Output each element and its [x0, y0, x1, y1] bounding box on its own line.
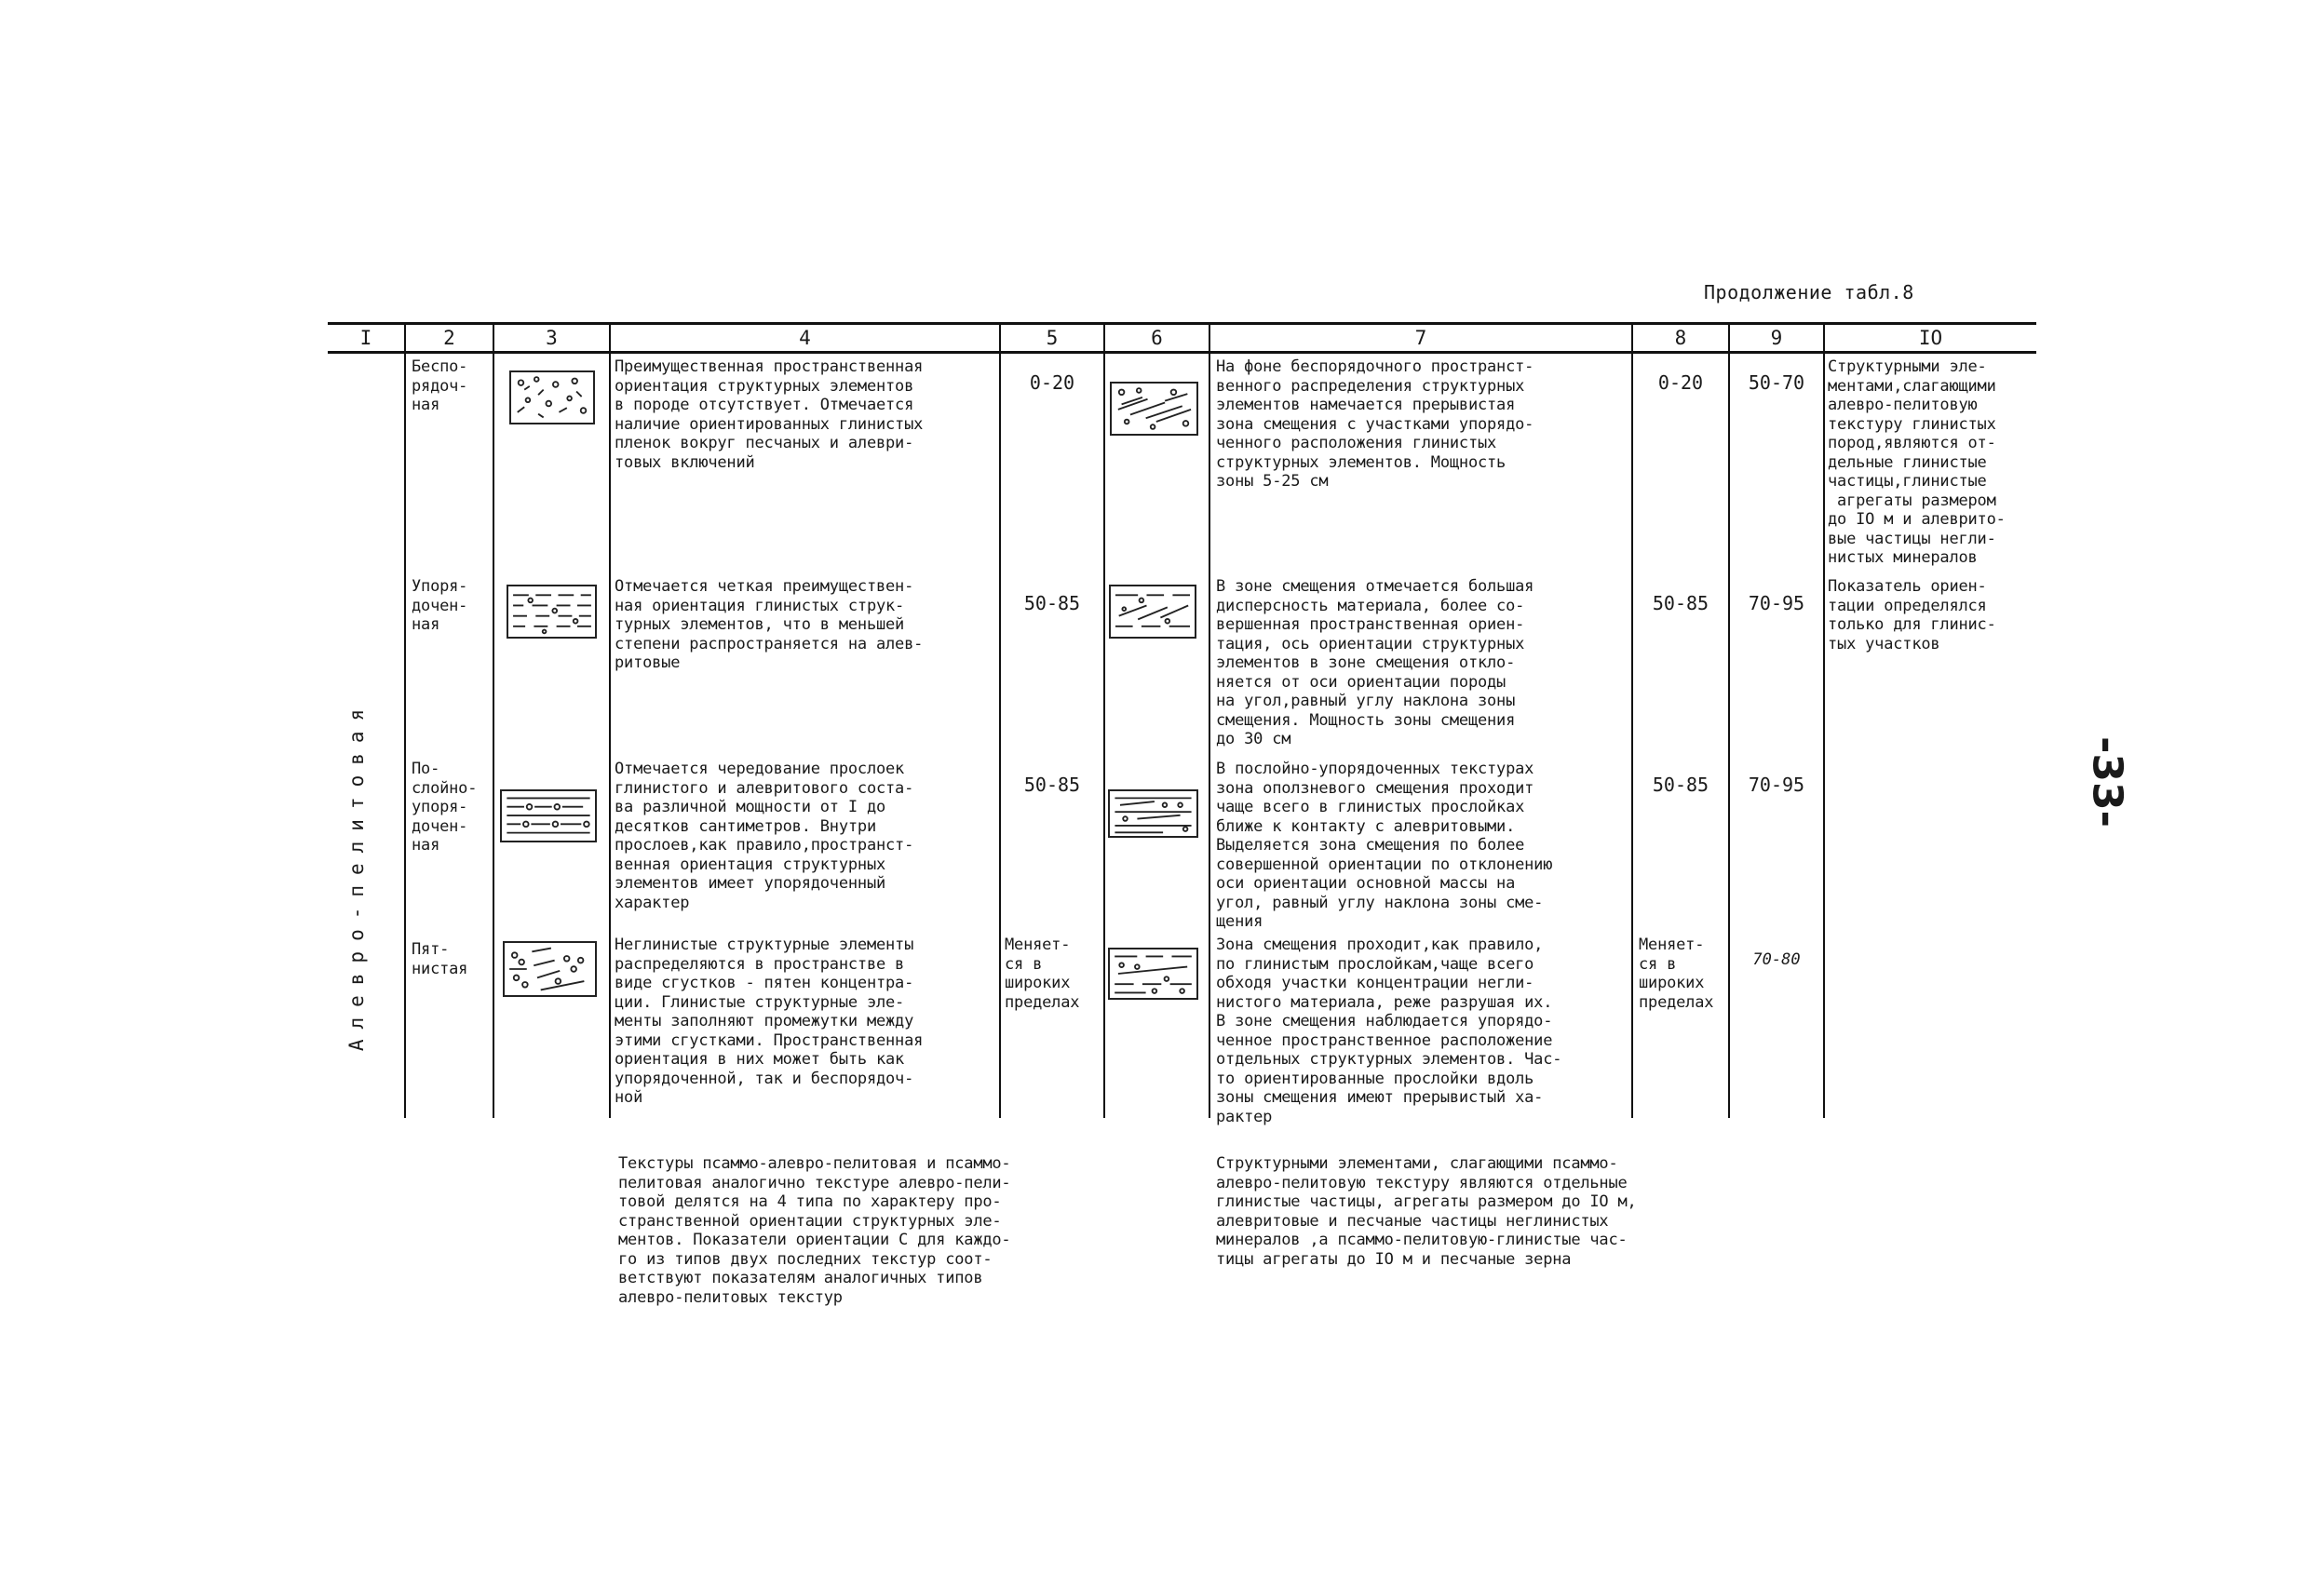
row2-col7-description: В зоне смещения отмечается большая дисперсность материала, более со- вершенная пространственная ориен- тация, ось ориентации структурных элементов в зоне смещения откло- няется от оси ориентации породы на угол,равный углу наклона зоны смещения. Мощность зоны смещения до 30 см	[1216, 577, 1534, 748]
row1-col9-value: 50-70	[1748, 371, 1805, 394]
col-header-1: I	[359, 327, 372, 349]
row3-col8-value: 50-85	[1652, 774, 1709, 796]
row1-texture-pattern	[509, 370, 595, 424]
col-divider-1	[404, 322, 406, 1118]
row2-shear-pattern	[1109, 585, 1196, 639]
col-header-3: 3	[546, 327, 558, 349]
row3-type: По- слойно- упоря- дочен- ная	[412, 760, 478, 855]
row3-col4-description: Отмечается чередование прослоек глинистого и алевритового соста- ва различной мощности от I до десятков сантиметров. Внутри прослоев,как правило,пространст- венная ориентация структурных элементов имеет упорядоченный характер	[615, 760, 914, 912]
row2-col9-value: 70-95	[1748, 592, 1805, 614]
texture-group-label: Алевро-пелитовая	[345, 698, 368, 1052]
row1-col4-description: Преимущественная пространственная ориентация структурных элементов в породе отсутствует. Отмечается наличие ориентированных глинистых пленок вокруг песчаных и алеври- товых включений	[615, 357, 924, 472]
col-header-6: 6	[1151, 327, 1163, 349]
page-heading: Продолжение табл.8	[1704, 281, 1914, 303]
col-divider-6	[1209, 322, 1210, 1118]
row2-type: Упоря- дочен- ная	[412, 577, 468, 634]
row4-col5-value: Меняет- ся в широких пределах	[1005, 936, 1080, 1012]
col-divider-9	[1823, 322, 1825, 1118]
row2-col4-description: Отмечается четкая преимуществен- ная ориентация глинистых струк- турных элементов, что в меньшей степени распространяется на алев- ритовые	[615, 577, 924, 672]
row3-texture-pattern	[500, 789, 597, 842]
col-divider-7	[1631, 322, 1633, 1118]
row4-col9-value: 70-80	[1752, 950, 1801, 969]
row2-texture-pattern	[507, 585, 597, 639]
col-header-10: IO	[1918, 327, 1943, 349]
row2-col5-value: 50-85	[1023, 592, 1081, 614]
table-top-rule	[328, 322, 2036, 325]
col-header-7: 7	[1414, 327, 1427, 349]
row1-col5-value: 0-20	[1029, 371, 1075, 394]
row3-shear-pattern	[1108, 789, 1198, 838]
row4-col4-description: Неглинистые структурные элементы распределяются в пространстве в виде сгустков - пятен концентра- ции. Глинистые структурные эле- менты заполняют промежутки между этими сгустками. Пространственная ориентация в них может быть как упорядоченной, так и беспорядоч- ной	[615, 936, 924, 1107]
col-header-9: 9	[1770, 327, 1783, 349]
row4-texture-pattern	[503, 941, 597, 997]
row1-type: Беспо- рядоч- ная	[412, 357, 468, 414]
col-header-5: 5	[1046, 327, 1059, 349]
row3-col9-value: 70-95	[1748, 774, 1805, 796]
row3-col5-value: 50-85	[1023, 774, 1081, 796]
row4-shear-pattern	[1108, 948, 1198, 1000]
row4-col8-value: Меняет- ся в широких пределах	[1639, 936, 1714, 1012]
page-number: -33-	[2083, 736, 2131, 828]
col-divider-3	[609, 322, 611, 1118]
row2-col10-note: Показатель ориен- тации определялся только для глинис- тых участков	[1828, 577, 1996, 653]
row1-col7-description: На фоне беспорядочного пространст- венного распределения структурных элементов намечается прерывистая зона смещения с участками упорядо- ченного расположения глинистых структурных элементов. Мощность зоны 5-25 см	[1216, 357, 1534, 491]
row1-col8-value: 0-20	[1657, 371, 1704, 394]
row4-type: Пят- нистая	[412, 940, 468, 978]
col-divider-5	[1103, 322, 1105, 1118]
row1-shear-pattern	[1110, 382, 1198, 436]
row3-col7-description: В послойно-упорядоченных текстурах зона оползневого смещения проходит чаще всего в глинистых прослойках ближе к контакту с алевритовыми. Выделяется зона смещения по более совершенной ориентации по отклонению оси ориентации основной массы на угол, равный углу наклона зоны сме- щения	[1216, 760, 1553, 931]
note-left: Текстуры псаммо-алевро-пелитовая и псаммо- пелитовая аналогично текстуре алевро-пели- товой делятся на 4 типа по характеру про- странственной ориентации структурных эле- ментов. Показатели ориентации С для каждо- го из типов двух последних текстур соот- ветствуют показателям аналогичных типов алевро-пелитовых текстур	[618, 1154, 1011, 1307]
col-header-2: 2	[443, 327, 455, 349]
col-header-8: 8	[1674, 327, 1687, 349]
row2-col8-value: 50-85	[1652, 592, 1709, 614]
note-right: Структурными элементами, слагающими псаммо- алевро-пелитовую текстуру являются отдельные глинистые частицы, агрегаты размером до IO м, алевритовые и песчаные частицы неглинистых минералов ,а псаммо-пелитовую-глинистые час- тицы агрегаты до IO м и песчаные зерна	[1216, 1154, 1637, 1269]
col-divider-8	[1728, 322, 1730, 1118]
row1-col10-note: Структурными эле- ментами,слагающими алевро-пелитовую текстуру глинистых пород,являются от- дельные глинистые частицы,глинистые агрегаты размером до IO м и алеврито- вые частицы негли- нистых минералов	[1828, 357, 2006, 567]
col-divider-4	[999, 322, 1001, 1118]
col-header-4: 4	[799, 327, 811, 349]
row4-col7-description: Зона смещения проходит,как правило, по глинистым прослойкам,чаще всего обходя участки концентрации негли- нистого материала, реже разрушая их. В зоне смещения наблюдается упорядо- ченное пространственное расположение отдельных структурных элементов. Час- то ориентированные прослойки вдоль зоны смещения имеют прерывистый ха- рактер	[1216, 936, 1562, 1126]
table-header-rule	[328, 351, 2036, 354]
col-divider-2	[493, 322, 494, 1118]
